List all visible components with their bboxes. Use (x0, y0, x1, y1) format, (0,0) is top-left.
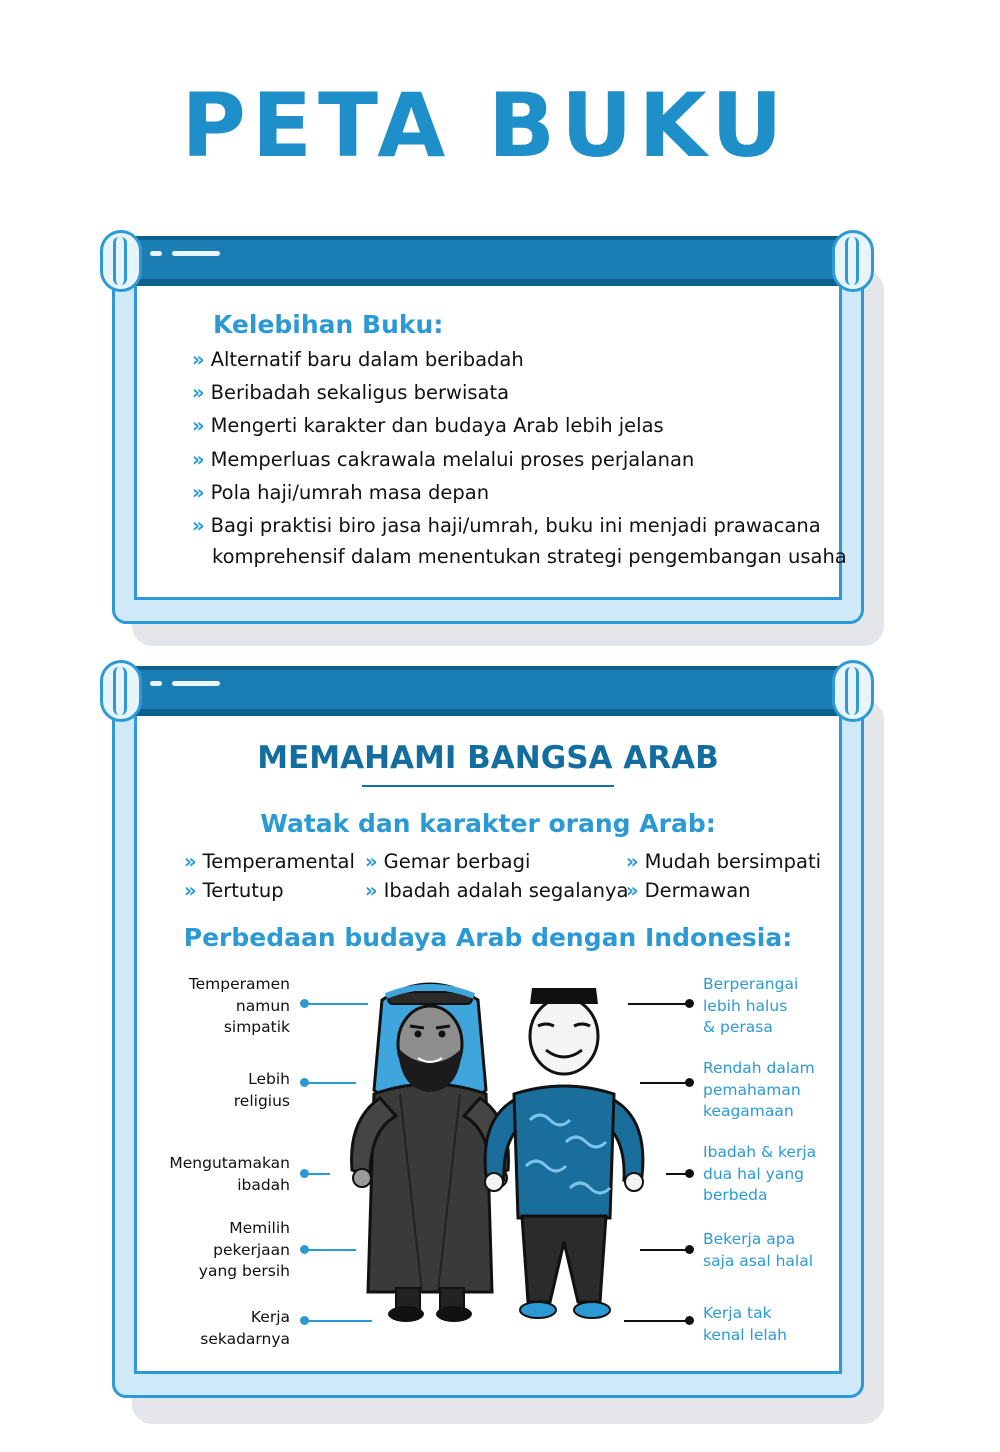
scroll-cap-left (100, 230, 142, 292)
perbedaan-heading: Perbedaan budaya Arab dengan Indonesia: (183, 923, 793, 952)
bullet-icon: » (365, 850, 378, 873)
list-item (192, 350, 524, 370)
list-item-text: Bagi praktisi biro jasa haji/umrah, buku ini menjadi prawacana (210, 514, 821, 537)
trait-item (365, 881, 628, 901)
arab-trait-label: Temperamen namun simpatik (188, 975, 290, 1036)
trait-item (626, 881, 751, 901)
trait-text: Ibadah adalah segalanya (383, 879, 629, 902)
connector-dot (685, 1316, 694, 1325)
trait-text: Gemar berbagi (383, 850, 531, 873)
list-item-continuation: komprehensif dalam menentukan strategi pengembangan usaha (212, 545, 847, 568)
bullet-icon: » (626, 850, 639, 873)
bullet-icon: » (184, 850, 197, 873)
arab-trait-label: Lebih religius (233, 1070, 290, 1110)
page-title: PETA BUKU (181, 74, 789, 177)
bullet-icon: » (626, 879, 639, 902)
arab-trait-label: Kerja sekadarnya (200, 1308, 290, 1348)
rod-dash-short (150, 251, 162, 256)
connector-dot (685, 1245, 694, 1254)
kelebihan-heading: Kelebihan Buku: (213, 310, 444, 339)
indonesia-trait-label: Kerja tak kenal lelah (703, 1304, 787, 1344)
trait-item (184, 881, 284, 901)
bullet-icon: » (192, 481, 205, 504)
trait-text: Tertutup (202, 879, 284, 902)
rod-dash-short (150, 681, 162, 686)
watak-heading: Watak dan karakter orang Arab: (260, 809, 716, 838)
bullet-icon: » (192, 448, 205, 471)
indonesia-trait-label: Berperangai lebih halus & perasa (703, 975, 799, 1036)
list-item-text: Alternatif baru dalam beribadah (210, 348, 524, 371)
scroll-cap-right (832, 230, 874, 292)
connector-dot (685, 999, 694, 1008)
list-item (192, 383, 509, 403)
list-item-text: Beribadah sekaligus berwisata (210, 381, 510, 404)
scroll-rod (124, 666, 852, 716)
list-item (192, 416, 664, 436)
indonesia-trait-label: Ibadah & kerja dua hal yang berbeda (703, 1143, 817, 1204)
indonesia-trait-label: Rendah dalam pemahaman keagamaan (703, 1059, 815, 1120)
list-item (192, 450, 694, 470)
trait-text: Dermawan (644, 879, 751, 902)
trait-text: Mudah bersimpati (644, 850, 822, 873)
rod-dash-long (172, 681, 220, 686)
arab-indonesian-illustration (330, 970, 660, 1330)
list-item-text: Mengerti karakter dan budaya Arab lebih jelas (210, 414, 664, 437)
bullet-icon: » (192, 348, 205, 371)
arab-trait-label: Mengutamakan ibadah (169, 1154, 290, 1194)
trait-item (626, 852, 821, 872)
connector-dot (685, 1078, 694, 1087)
scroll-cap-right (832, 660, 874, 722)
list-item (192, 516, 821, 536)
connector-dot (685, 1169, 694, 1178)
bullet-icon: » (365, 879, 378, 902)
bullet-icon: » (192, 514, 205, 537)
bullet-icon: » (184, 879, 197, 902)
arab-trait-label: Memilih pekerjaan yang bersih (198, 1219, 290, 1280)
bullet-icon: » (192, 414, 205, 437)
bullet-icon: » (192, 381, 205, 404)
trait-item (365, 852, 530, 872)
memahami-heading: MEMAHAMI BANGSA ARAB (257, 740, 719, 776)
scroll-rod (124, 236, 852, 286)
scroll-cap-left (100, 660, 142, 722)
connector-line (306, 1173, 330, 1175)
trait-text: Temperamental (202, 850, 355, 873)
list-item-text: Memperluas cakrawala melalui proses perjalanan (210, 448, 695, 471)
trait-item (184, 852, 355, 872)
heading-underline (362, 785, 614, 787)
rod-dash-long (172, 251, 220, 256)
list-item (192, 483, 489, 503)
list-item-text: Pola haji/umrah masa depan (210, 481, 490, 504)
indonesia-trait-label: Bekerja apa saja asal halal (703, 1230, 814, 1270)
